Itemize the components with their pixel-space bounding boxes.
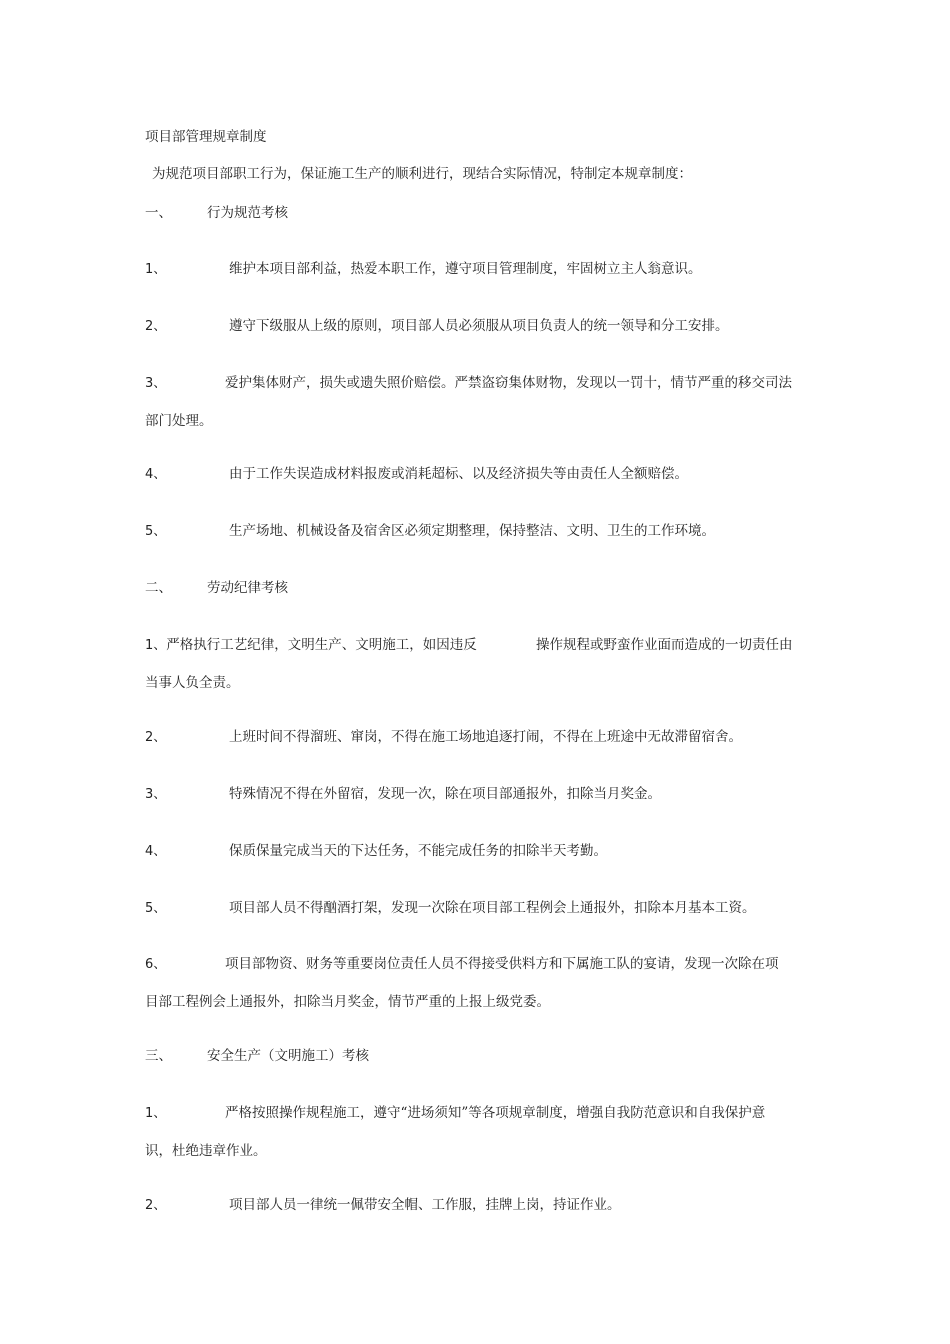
item-text: 严格按照操作规程施工，遵守“进场须知”等各项规章制度，增强自我防范意识和自我保护意 (225, 1105, 766, 1121)
item-number: 1、 (145, 1106, 167, 1121)
list-item (145, 729, 742, 745)
item-text: 生产场地、机械设备及宿舍区必须定期整理，保持整洁、文明、卫生的工作环境。 (229, 523, 715, 539)
list-item (145, 466, 688, 482)
item-number: 2、 (145, 730, 167, 745)
item-text: 保质保量完成当天的下达任务，不能完成任务的扣除半天考勤。 (229, 843, 607, 859)
item-number: 5、 (145, 524, 167, 539)
item-number: 1、 (145, 638, 167, 653)
section-number: 一、 (145, 205, 172, 221)
section-title: 安全生产（文明施工）考核 (207, 1048, 369, 1064)
section-heading (145, 1048, 369, 1064)
item-number: 3、 (145, 376, 167, 391)
item-continuation: 目部工程例会上通报外，扣除当月奖金，情节严重的上报上级党委。 (145, 994, 550, 1010)
item-text: 上班时间不得溜班、窜岗，不得在施工场地追逐打闹，不得在上班途中无故滞留宿舍。 (229, 729, 742, 745)
list-item (145, 786, 661, 802)
section-heading (145, 205, 288, 221)
item-continuation: 识，杜绝违章作业。 (145, 1143, 267, 1159)
section-heading (145, 580, 288, 596)
section-number: 二、 (145, 580, 172, 596)
list-item (145, 1105, 766, 1121)
list-item (145, 956, 779, 972)
item-text: 维护本项目部利益，热爱本职工作，遵守项目管理制度，牢固树立主人翁意识。 (229, 261, 702, 277)
item-number: 4、 (145, 467, 167, 482)
item-continuation: 部门处理。 (145, 413, 213, 429)
item-number: 3、 (145, 787, 167, 802)
intro-paragraph: 为规范项目部职工行为，保证施工生产的顺利进行，现结合实际情况，特制定本规章制度： (152, 166, 692, 182)
item-number: 4、 (145, 844, 167, 859)
item-text: 项目部物资、财务等重要岗位责任人员不得接受供料方和下属施工队的宴请，发现一次除在项 (225, 956, 779, 972)
list-item (145, 523, 715, 539)
list-item (145, 843, 607, 859)
item-text: 爱护集体财产，损失或遗失照价赔偿。严禁盗窃集体财物，发现以一罚十，情节严重的移交司法 (225, 375, 792, 391)
list-item (145, 318, 729, 334)
list-item (145, 637, 793, 653)
item-text: 项目部人员一律统一佩带安全帽、工作服，挂牌上岗，持证作业。 (229, 1197, 621, 1213)
item-number: 6、 (145, 957, 167, 972)
list-item (145, 375, 792, 391)
item-text: 严格执行工艺纪律，文明生产、文明施工，如因违反 (166, 637, 477, 653)
section-title: 劳动纪律考核 (207, 580, 288, 596)
section-title: 行为规范考核 (207, 205, 288, 221)
item-text: 由于工作失误造成材料报废或消耗超标、以及经济损失等由责任人全额赔偿。 (229, 466, 688, 482)
item-number: 2、 (145, 319, 167, 334)
item-number: 5、 (145, 901, 167, 916)
item-text: 遵守下级服从上级的原则，项目部人员必须服从项目负责人的统一领导和分工安排。 (229, 318, 729, 334)
document-title: 项目部管理规章制度 (145, 129, 267, 145)
item-text: 项目部人员不得酗酒打架，发现一次除在项目部工程例会上通报外，扣除本月基本工资。 (229, 900, 756, 916)
item-continuation: 当事人负全责。 (145, 675, 240, 691)
list-item (145, 900, 756, 916)
item-text: 操作规程或野蛮作业面而造成的一切责任由 (536, 637, 793, 653)
item-number: 1、 (145, 262, 167, 277)
section-number: 三、 (145, 1048, 172, 1064)
item-text: 特殊情况不得在外留宿，发现一次，除在项目部通报外，扣除当月奖金。 (229, 786, 661, 802)
list-item (145, 1197, 621, 1213)
item-number: 2、 (145, 1198, 167, 1213)
list-item (145, 261, 702, 277)
